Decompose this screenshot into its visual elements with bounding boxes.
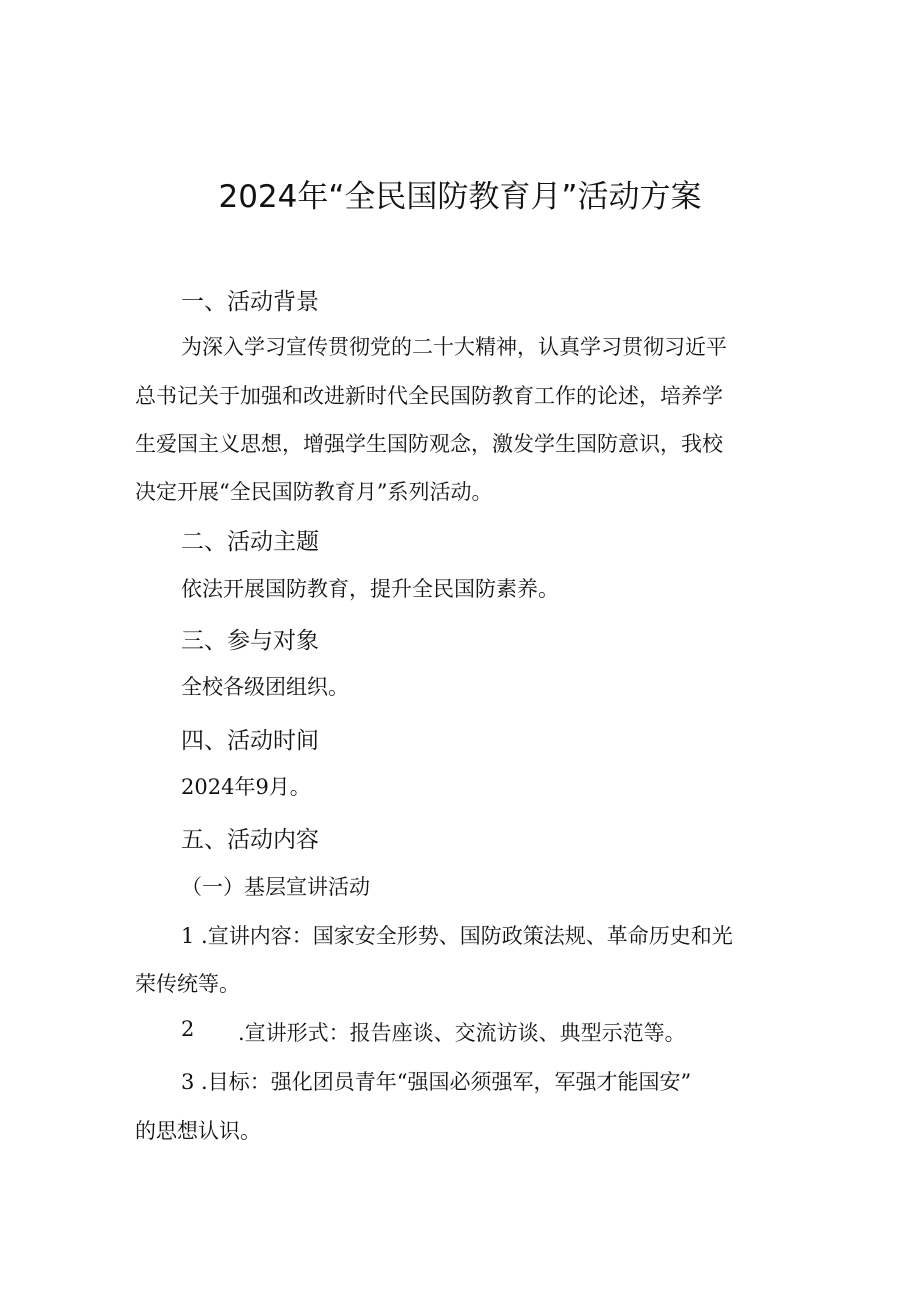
background-line-1: 为深入学习宣传贯彻党的二十大精神，认真学习贯彻习近平 <box>181 335 727 359</box>
theme-text: 依法开展国防教育，提升全民国防素养。 <box>181 577 559 601</box>
background-line-2: 总书记关于加强和改进新时代全民国防教育工作的论述，培养学 <box>135 384 723 408</box>
content-item-2-number: 2 <box>181 1017 195 1041</box>
participants-text: 全校各级团组织。 <box>181 675 349 699</box>
section-heading-theme: 二、活动主题 <box>181 529 319 555</box>
section-heading-content: 五、活动内容 <box>181 827 319 853</box>
background-line-3: 生爱国主义思想，增强学生国防观念，激发学生国防意识，我校 <box>135 432 723 456</box>
section-heading-background: 一、活动背景 <box>181 289 319 315</box>
content-subheading: （一）基层宣讲活动 <box>181 875 370 899</box>
content-item-3-line-2: 的思想认识。 <box>135 1119 261 1143</box>
time-text: 2024年9月。 <box>181 775 311 799</box>
content-item-2-text: .宣讲形式：报告座谈、交流访谈、典型示范等。 <box>238 1021 686 1045</box>
section-heading-time: 四、活动时间 <box>181 728 319 754</box>
background-line-4: 决定开展“全民国防教育月”系列活动。 <box>135 480 493 504</box>
content-item-1-line-1: 1 .宣讲内容：国家安全形势、国防政策法规、革命历史和光 <box>181 924 733 948</box>
section-heading-participants: 三、参与对象 <box>181 628 319 654</box>
document-title: 2024年“全民国防教育月”活动方案 <box>218 179 702 215</box>
content-item-1-line-2: 荣传统等。 <box>135 972 240 996</box>
content-item-3-line-1: 3 .目标：强化团员青年“强国必须强军，军强才能国安” <box>181 1070 692 1094</box>
